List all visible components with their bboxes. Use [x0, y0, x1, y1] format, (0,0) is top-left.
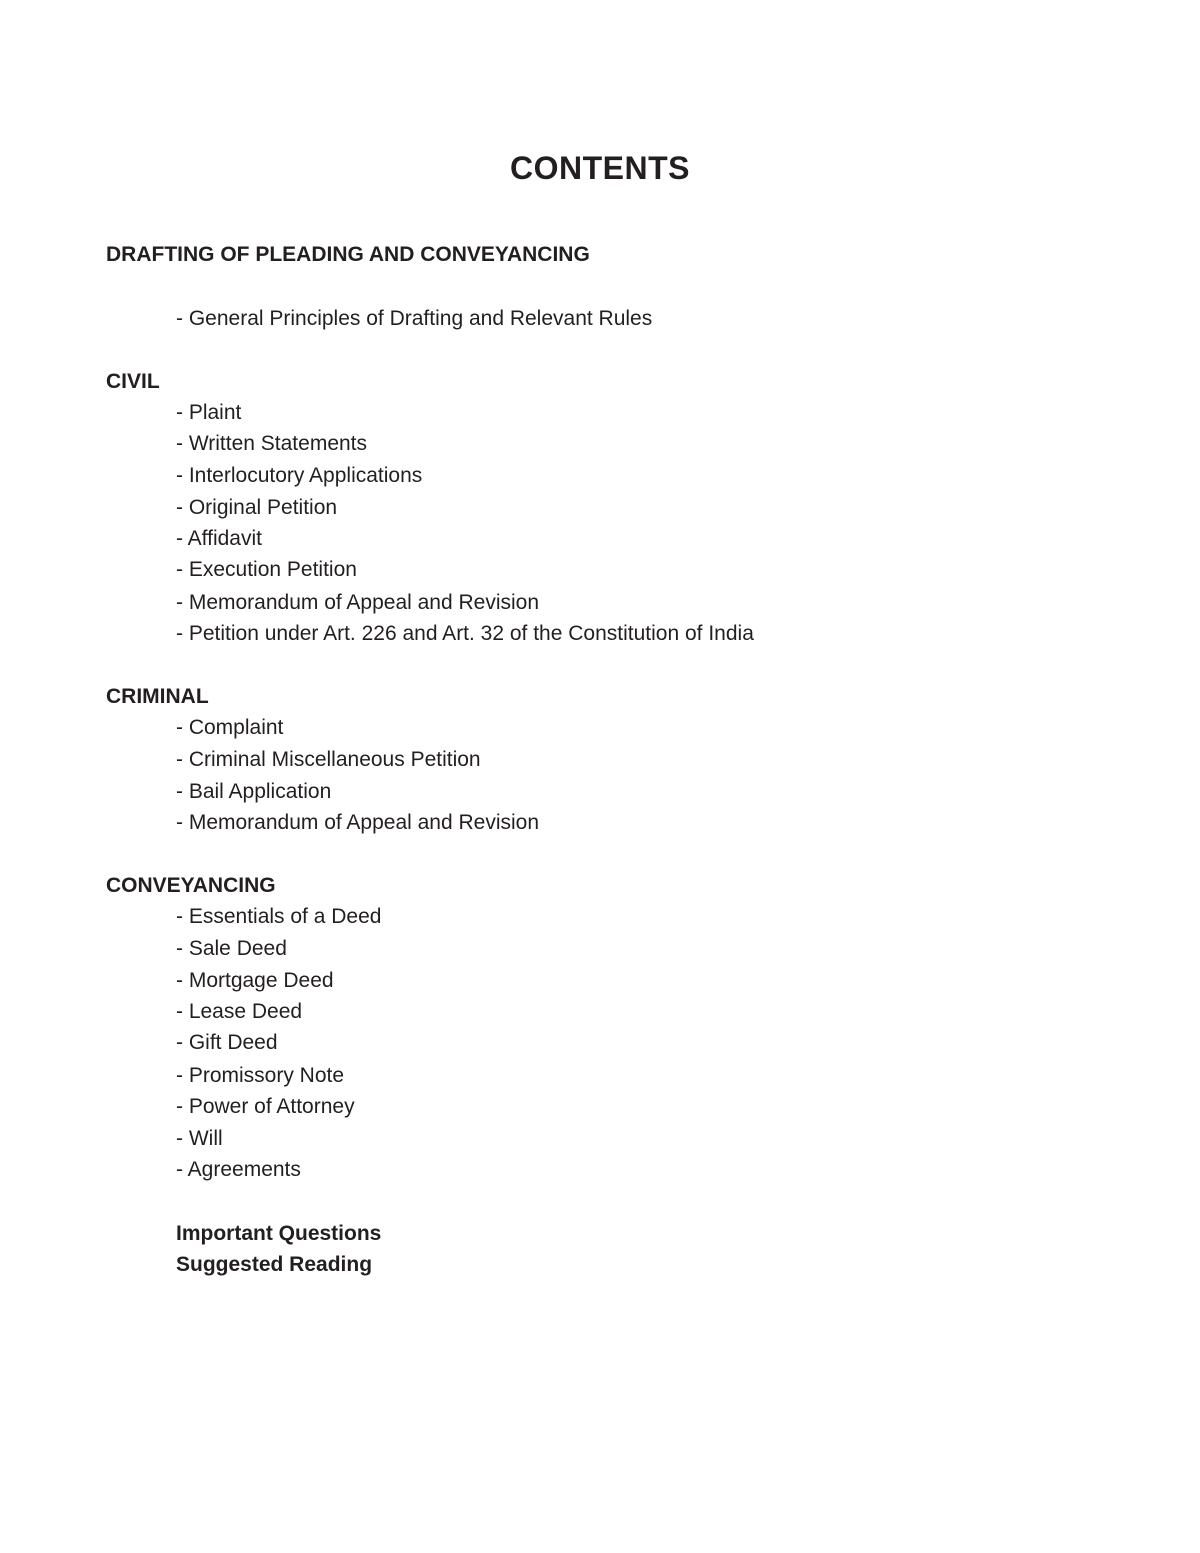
section-heading-conveyancing: CONVEYANCING — [106, 874, 276, 897]
toc-item: - Plaint — [176, 401, 242, 424]
toc-item: - Bail Application — [176, 780, 332, 803]
toc-item: - Interlocutory Applications — [176, 464, 423, 487]
important-questions-entry: Important Questions — [176, 1222, 382, 1245]
toc-item: - Promissory Note — [176, 1064, 345, 1087]
toc-item: - Power of Attorney — [176, 1095, 355, 1118]
toc-item: - Mortgage Deed — [176, 969, 334, 992]
toc-item: - Execution Petition — [176, 558, 357, 581]
toc-item: - Complaint — [176, 716, 284, 739]
toc-item: - Affidavit — [176, 527, 262, 550]
toc-item: - Lease Deed — [176, 1000, 303, 1023]
toc-item: - Gift Deed — [176, 1031, 278, 1054]
toc-item: - Original Petition — [176, 496, 338, 519]
toc-item: - Essentials of a Deed — [176, 905, 382, 928]
toc-item: - Written Statements — [176, 432, 368, 455]
toc-item: - Agreements — [176, 1158, 301, 1181]
toc-item: - General Principles of Drafting and Relevant Rules — [176, 307, 653, 330]
section-heading-criminal: CRIMINAL — [106, 685, 209, 708]
suggested-reading-entry: Suggested Reading — [176, 1253, 373, 1276]
section-heading-civil: CIVIL — [106, 370, 160, 393]
toc-item: - Memorandum of Appeal and Revision — [176, 811, 540, 834]
section-heading-drafting: DRAFTING OF PLEADING AND CONVEYANCING — [106, 243, 590, 266]
toc-item: - Sale Deed — [176, 937, 287, 960]
toc-item: - Criminal Miscellaneous Petition — [176, 748, 481, 771]
page-title: CONTENTS — [510, 150, 690, 186]
toc-item: - Memorandum of Appeal and Revision — [176, 591, 540, 614]
toc-item: - Will — [176, 1127, 223, 1150]
toc-item: - Petition under Art. 226 and Art. 32 of the Constitution of India — [176, 622, 754, 645]
